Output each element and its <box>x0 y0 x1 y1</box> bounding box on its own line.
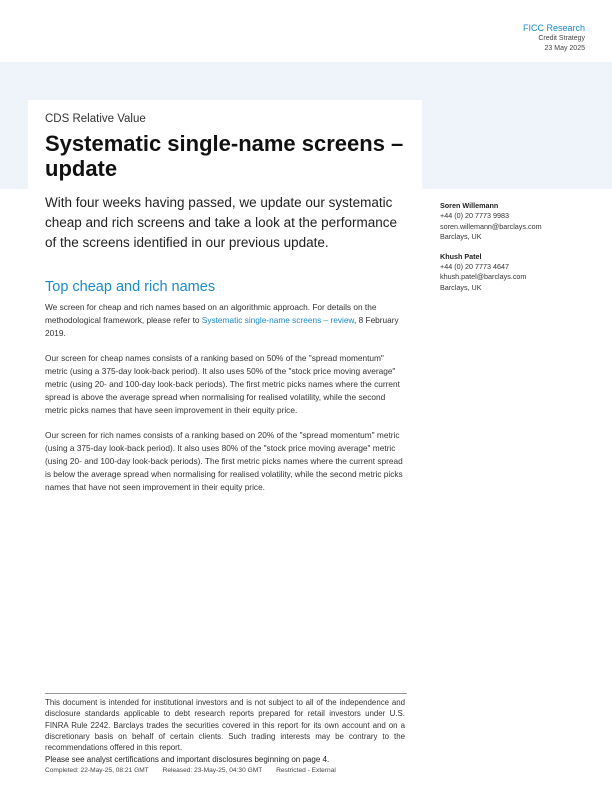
footer-divider <box>45 693 407 694</box>
report-date: 23 May 2025 <box>544 45 585 52</box>
paragraph-methodology <box>45 301 407 340</box>
author-org: Barclays, UK <box>440 282 482 292</box>
paragraph-text: We screen for cheap and rich names based on an algorithmic approach. For details on the methodological framework, please refer to <box>45 302 377 325</box>
report-header <box>523 22 585 54</box>
page-title: Systematic single-name screens – update <box>45 131 404 181</box>
release-info <box>45 767 348 774</box>
author-phone: +44 (0) 20 7773 9983 <box>440 211 509 221</box>
released-time: Released: 23-May-25, 04:30 GMT <box>162 767 263 774</box>
review-link[interactable]: Systematic single-name screens – review <box>201 315 354 325</box>
department-label: Credit Strategy <box>538 35 585 42</box>
paragraph-cheap-screen: Our screen for cheap names consists of a ranking based on 50% of the "spread momentum" metric (using a 375-day look-back period). It also uses 50% of the "stock price moving average" metric (using 20- and 100-day look-back periods). The first metric picks names where the current spread is above the average spread when normalising for realised volatility, while the second metric picks names that have seen improvement in their equity price. <box>45 353 400 415</box>
report-subtitle: With four weeks having passed, we update our systematic cheap and rich screens and take a look at the performance of the screens identified in our previous update. <box>45 195 397 250</box>
paragraph-text: , 8 February 2019. <box>45 315 399 338</box>
classification-label: Restricted - External <box>276 767 336 774</box>
report-type: CDS Relative Value <box>45 113 146 125</box>
paragraph-rich-screen: Our screen for rich names consists of a ranking based on 20% of the "spread momentum" metric (using a 375-day look-back period). It also uses 80% of the "stock price moving average" metric (using 20- and 100-day look-back periods). The first metric picks names where the current spread is below the average spread when normalising for realised volatility, while the second metric picks names that have not seen improvement in their equity price. <box>45 430 403 492</box>
completed-time: Completed: 22-May-25, 08:21 GMT <box>45 767 149 774</box>
author-name: Khush Patel <box>440 251 482 261</box>
section-heading: Top cheap and rich names <box>45 279 216 295</box>
author-email[interactable]: khush.patel@barclays.com <box>440 272 527 282</box>
author-card <box>440 201 590 243</box>
author-org: Barclays, UK <box>440 232 482 242</box>
brand-label: FICC Research <box>522 23 585 33</box>
author-name: Soren Willemann <box>440 201 499 210</box>
author-phone: +44 (0) 20 7773 4647 <box>440 262 509 272</box>
body-text <box>45 301 407 506</box>
author-card <box>440 252 590 294</box>
analyst-certification: Please see analyst certifications and important disclosures beginning on page 4. <box>45 755 330 764</box>
disclaimer: This document is intended for institutional investors and is not subject to all of the independence and disclosure standards applicable to debt research reports prepared for retail investors under U.S. FINRA Rule 2242. Barclays trades the securities covered in this report for its own account and on a discretionary basis on behalf of certain clients. Such trading interests may be contrary to the recommendations offered in this report. <box>45 698 405 753</box>
author-email[interactable]: soren.willemann@barclays.com <box>440 221 542 231</box>
authors-panel <box>440 201 590 302</box>
